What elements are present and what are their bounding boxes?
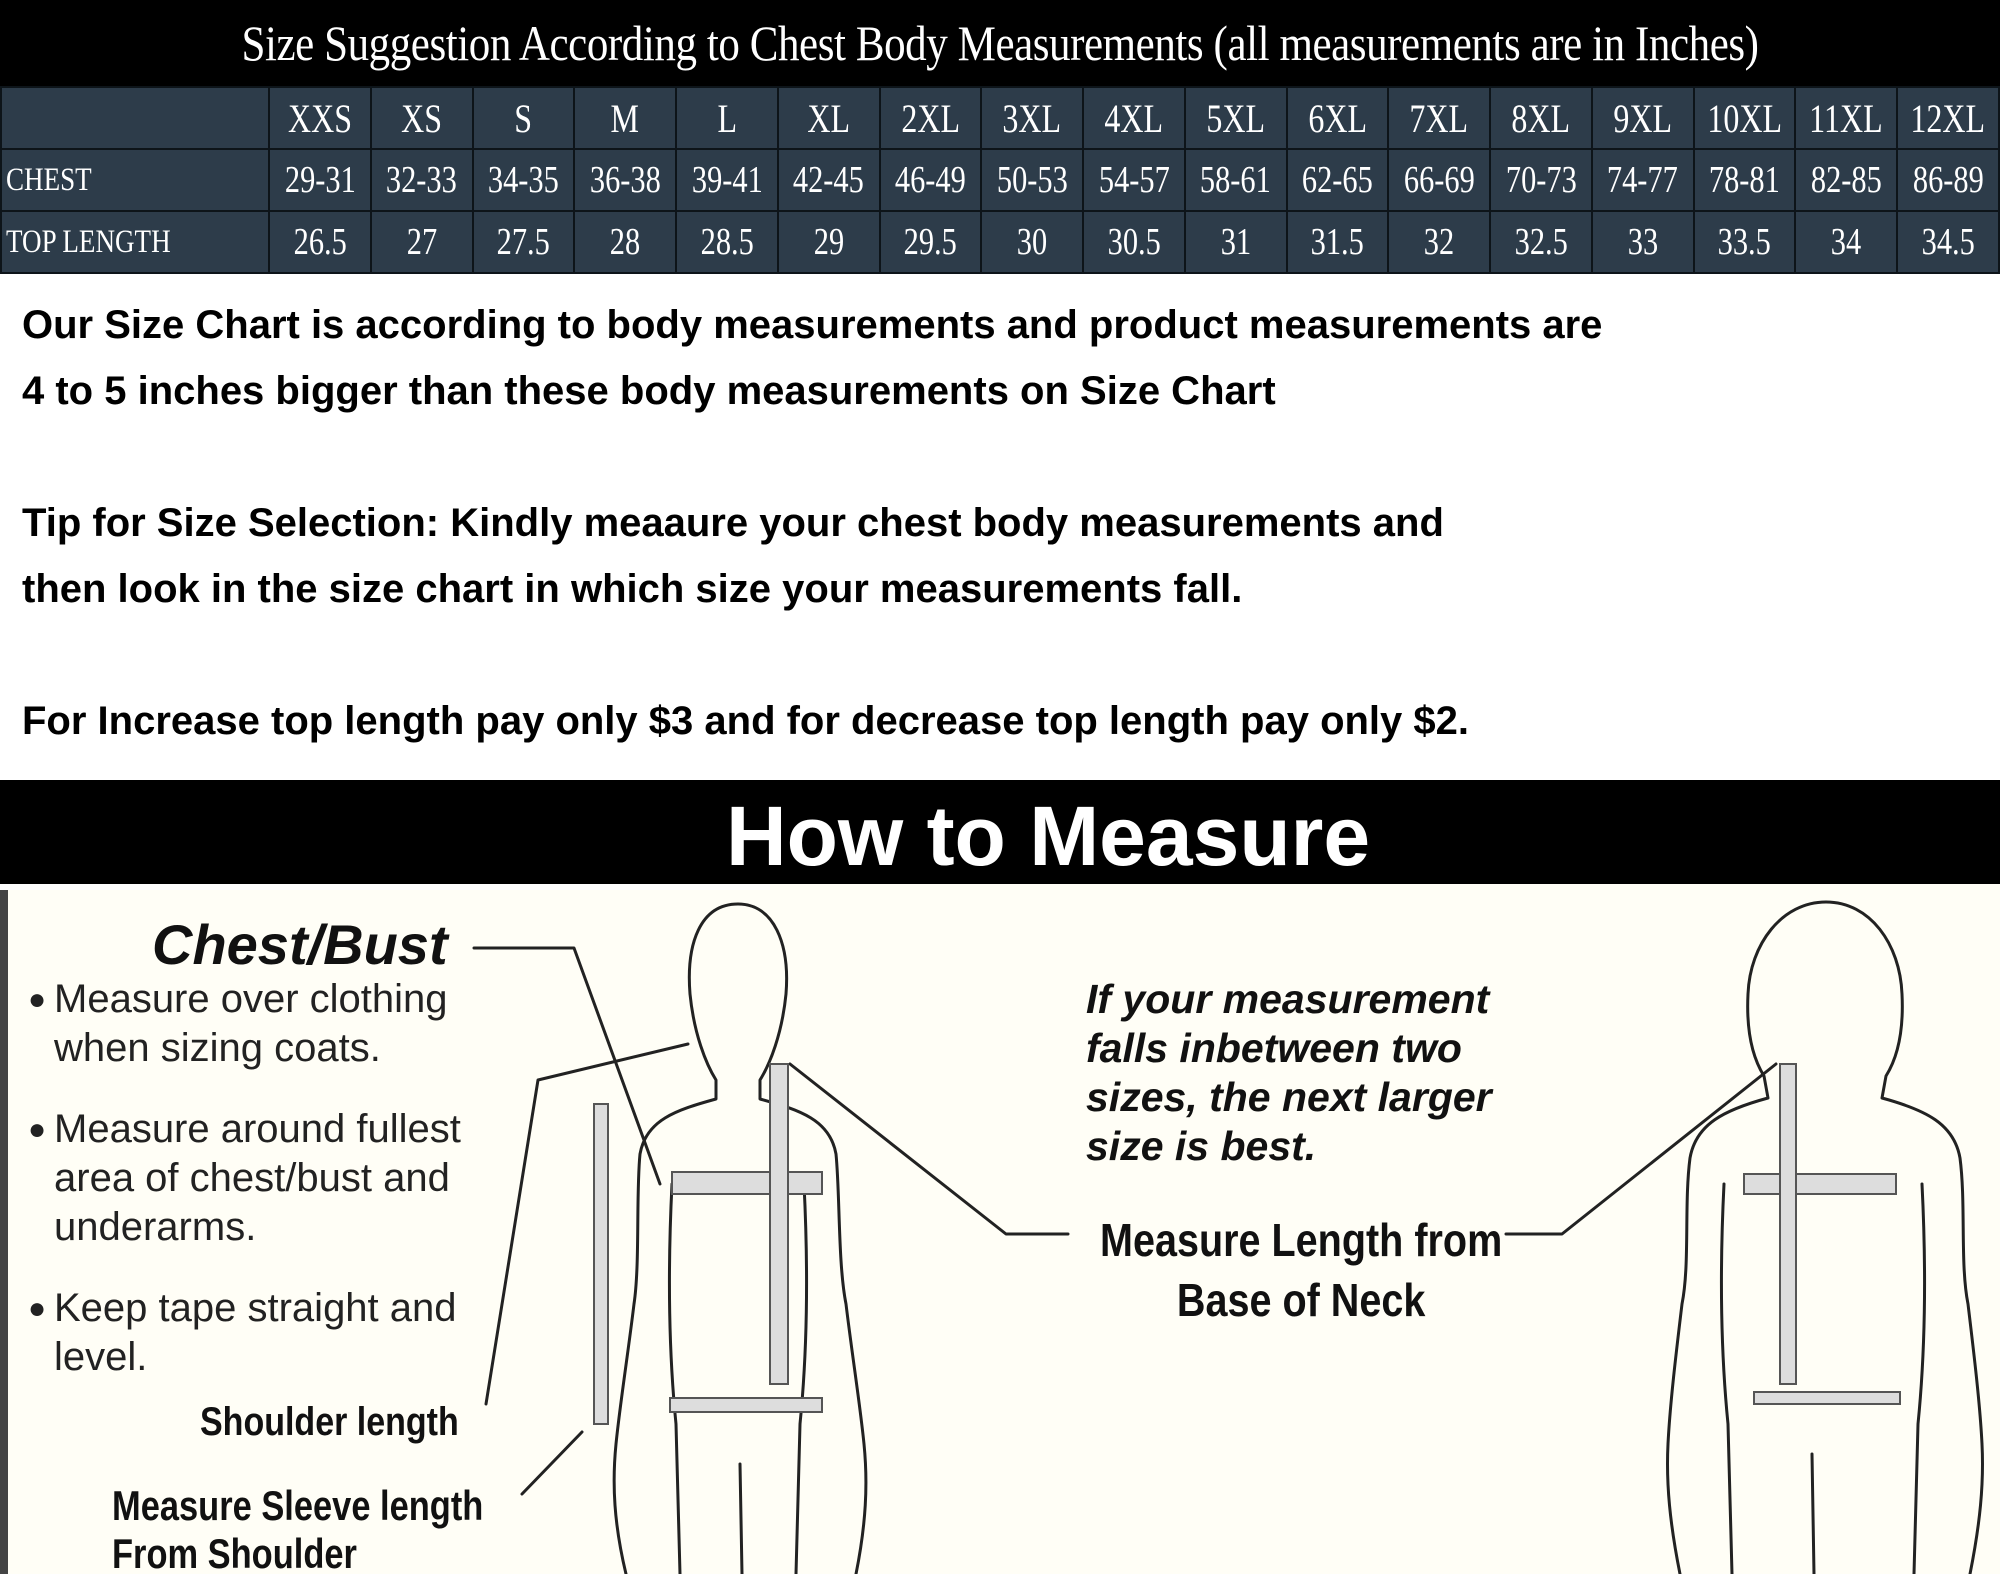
waist-tape-front	[670, 1398, 822, 1412]
measurement-cell: 62-65	[1287, 149, 1389, 211]
sleeve-tape	[594, 1104, 608, 1424]
row-label-cell: CHEST	[1, 149, 269, 211]
chest-bust-label: Chest/Bust	[152, 913, 448, 976]
top-length-row	[1, 211, 1999, 273]
size-header-cell: 5XL	[1185, 87, 1287, 149]
size-header-cell: XS	[371, 87, 473, 149]
measurement-cell: 26.5	[269, 211, 371, 273]
measurement-cell: 33	[1592, 211, 1694, 273]
measurement-cell: 28	[574, 211, 676, 273]
size-chart-title-bar	[0, 0, 2000, 86]
length-tape-back	[1780, 1064, 1796, 1384]
chest-pointer-line	[474, 948, 660, 1184]
note-line-2: 4 to 5 inches bigger than these body measurements on Size Chart	[22, 369, 1276, 413]
measurement-cell: 46-49	[880, 149, 982, 211]
size-header-cell: M	[574, 87, 676, 149]
length-pointer-line-right	[1506, 1064, 1776, 1234]
size-header-cell: 12XL	[1897, 87, 1999, 149]
length-tape-front	[770, 1064, 788, 1384]
shoulder-length-label: Shoulder length	[200, 1400, 459, 1444]
measurement-cell: 70-73	[1490, 149, 1592, 211]
measurement-cell: 32	[1388, 211, 1490, 273]
size-header-cell: S	[473, 87, 575, 149]
instruction-item: ● Measure over clothing when sizing coats.	[28, 975, 461, 1073]
measurement-cell: 34	[1795, 211, 1897, 273]
measurement-cell: 33.5	[1694, 211, 1796, 273]
length-from-neck-label: Measure Length from Base of Neck	[1100, 1214, 1503, 1326]
measurement-cell: 34-35	[473, 149, 575, 211]
tip-line-1: Tip for Size Selection: Kindly meaaure your chest body measurements and	[22, 501, 1444, 545]
size-header-cell: XL	[778, 87, 880, 149]
how-to-measure-title: How to Measure	[725, 789, 1371, 883]
measurement-cell: 78-81	[1694, 149, 1796, 211]
size-header-cell: 6XL	[1287, 87, 1389, 149]
size-header-cell: 11XL	[1795, 87, 1897, 149]
length-pointer-line-left	[790, 1064, 1068, 1234]
size-header-cell: 3XL	[981, 87, 1083, 149]
instruction-item: ● Measure around fullest area of chest/bust and underarms.	[28, 1105, 461, 1252]
size-header-cell: 8XL	[1490, 87, 1592, 149]
instruction-item: ● Keep tape straight and level.	[28, 1284, 461, 1382]
measurement-cell: 39-41	[676, 149, 778, 211]
measurement-cell: 82-85	[1795, 149, 1897, 211]
measurement-cell: 31.5	[1287, 211, 1389, 273]
row-label-cell: TOP LENGTH	[1, 211, 269, 273]
tip-line-2: then look in the size chart in which size your measurements fall.	[22, 567, 1243, 611]
measurement-cell: 54-57	[1083, 149, 1185, 211]
measurement-cell: 30	[981, 211, 1083, 273]
chest-tape-front	[672, 1172, 822, 1194]
measurement-cell: 29.5	[880, 211, 982, 273]
size-header-cell: 2XL	[880, 87, 982, 149]
measurement-cell: 66-69	[1388, 149, 1490, 211]
measurement-cell: 29	[778, 211, 880, 273]
measurement-cell: 42-45	[778, 149, 880, 211]
size-chart-title: Size Suggestion According to Chest Body Measurements (all measurements are in Inches)	[241, 15, 1759, 71]
measurement-cell: 36-38	[574, 149, 676, 211]
back-body-figure	[1668, 902, 1983, 1574]
size-header-cell: XXS	[269, 87, 371, 149]
measurement-cell: 58-61	[1185, 149, 1287, 211]
bullet-icon: ●	[28, 1113, 47, 1146]
size-header-cell: 10XL	[1694, 87, 1796, 149]
sleeve-length-label: Measure Sleeve length From Shoulder	[112, 1482, 484, 1577]
pricing-note: For Increase top length pay only $3 and for decrease top length pay only $2.	[22, 699, 1470, 743]
size-header-row	[1, 87, 1999, 149]
measurement-cell: 74-77	[1592, 149, 1694, 211]
size-header-cell: 7XL	[1388, 87, 1490, 149]
bullet-icon: ●	[28, 1292, 47, 1325]
note-line-1: Our Size Chart is according to body measurements and product measurements are	[22, 303, 1603, 347]
how-to-measure-header	[0, 780, 2000, 890]
front-body-figure	[614, 904, 866, 1574]
shoulder-pointer-line	[486, 1044, 688, 1404]
chest-row	[1, 149, 1999, 211]
size-header-cell: L	[676, 87, 778, 149]
waist-tape-back	[1754, 1392, 1900, 1404]
measurement-cell: 50-53	[981, 149, 1083, 211]
size-chart-table	[0, 86, 2000, 274]
sleeve-pointer-line	[522, 1432, 582, 1494]
measurement-cell: 29-31	[269, 149, 371, 211]
size-header-cell: 4XL	[1083, 87, 1185, 149]
measurement-cell: 34.5	[1897, 211, 1999, 273]
measurement-cell: 32-33	[371, 149, 473, 211]
table-corner-cell	[1, 87, 269, 149]
chest-instructions	[28, 975, 461, 1414]
measurement-cell: 30.5	[1083, 211, 1185, 273]
between-sizes-note: If your measurement falls inbetween two sizes, the next larger size is best.	[1086, 976, 1492, 1169]
size-notes	[22, 292, 1962, 754]
chest-tape-back	[1744, 1174, 1896, 1194]
measurement-cell: 86-89	[1897, 149, 1999, 211]
measurement-cell: 32.5	[1490, 211, 1592, 273]
measurement-cell: 28.5	[676, 211, 778, 273]
measurement-cell: 31	[1185, 211, 1287, 273]
measurement-cell: 27.5	[473, 211, 575, 273]
measurement-cell: 27	[371, 211, 473, 273]
size-header-cell: 9XL	[1592, 87, 1694, 149]
bullet-icon: ●	[28, 983, 47, 1016]
